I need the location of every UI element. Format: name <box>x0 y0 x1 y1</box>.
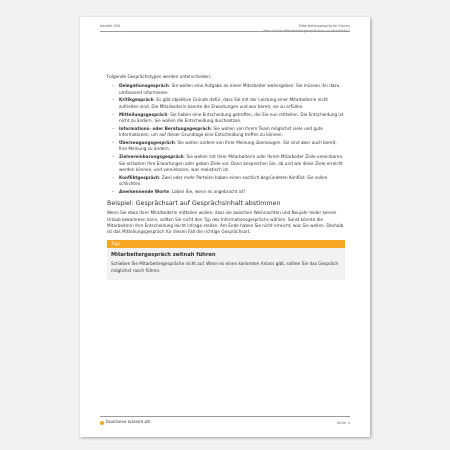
list-item-term: Mitteilungsgespräch <box>119 111 168 117</box>
page-header <box>100 24 350 42</box>
tip-box <box>107 240 345 280</box>
list-item-term: Informations- oder Beratungsgespräch <box>119 125 211 131</box>
header-titles <box>263 24 350 34</box>
header-title: Mitarbeitergespräche führen <box>298 24 350 28</box>
document-page <box>80 17 370 437</box>
header-subtitle: Was ist bei Mitarbeitergesprächen zu beachten? <box>263 29 350 33</box>
page-body <box>107 74 345 280</box>
brand-logo[interactable] <box>100 420 151 425</box>
list-item: – Überzeugungsgespräch: Sie wollen andere von Ihrer Meinung überzeugen. Sie sind aber auch bereit, Ihre Meinung zu ändern. <box>112 140 337 152</box>
list-item: – Zielvereinbarungsgespräch: Sie wollen mit Ihrer Mitarbeiterin oder Ihrem Mitarbeiter Ziele vereinbaren. Sie erläutern Ihre Erwartungen oder geben Ziele vor. Dann besprechen Sie, ob und wie diese Ziele erreicht werden können, und vereinbaren, was realistisch ist. <box>112 154 344 172</box>
list-item-text: : Sie wollen andere von Ihrer Meinung überzeugen. Sie sind aber auch bereit, Ihre Meinung zu ändern. <box>119 140 337 152</box>
list-item: – Mitteilungsgespräch: Sie haben eine Entscheidung getroffen, die Sie nun mitteilen. Die Entscheidung ist nicht zu ändern. Sie wollen die Entscheidung durchsetzen. <box>112 111 344 123</box>
header-divider <box>100 31 350 32</box>
tip-text: Schieben Sie Mitarbeitergespräche nicht auf. Wenn es einen konkreten Anlass gibt, sollten Sie das Gespräch möglichst rasch führen. <box>111 261 339 273</box>
list-item-term: Kritikgespräch <box>119 97 154 103</box>
list-item-text: : Zwei oder mehr Parteien haben einen sachlich begründeten Konflikt. Sie sollen schlichten. <box>119 174 328 187</box>
list-item: – Kritikgespräch: Es gibt objektive Gründe dafür, dass Sie mit der Leistung einer Mitarbeiterin nicht zufrieden sind. Die Mitarbeiterin kannte die Erwartungen und war bereit, sie zu erfüllen. <box>112 97 329 109</box>
example-paragraph: Wenn Sie etwa Ihrer Mitarbeiterin mitteilen wollen, dass sie zwischen Weihnachten und Neujahr leider keinen Urlaub bekommen kann, sollten Sie nicht den Typ des Informationsgesprächs wählen. Sonst könnte die Mitarbeiterin Ihre Entscheidung leicht infrage stellen. Am Ende haben Sie nicht erreicht, was Sie wollen. Deshalb ist das Mitteilungsgespräch für diesen Fall die richtige Gesprächsart. <box>107 210 344 235</box>
logo-dot-icon <box>100 421 104 425</box>
list-item: – Konfliktgespräch: Zwei oder mehr Parteien haben einen sachlich begründeten Konflikt. Sie sollen schlichten. <box>112 174 328 187</box>
list-item-text: : Es gibt objektive Gründe dafür, dass Sie mit der Leistung einer Mitarbeiterin nicht zufrieden sind. Die Mitarbeiterin kannte die Erwartungen und war bereit, sie zu erfüllen. <box>119 97 329 109</box>
list-item-text: : Sie haben eine Entscheidung getroffen, die Sie nun mitteilen. Die Entscheidung ist nicht zu ändern. Sie wollen die Entscheidung durchsetzen. <box>119 111 344 123</box>
logo-text: business-wissen.de <box>106 420 151 425</box>
list-item-text: : Sie wollen von Ihrem Team möglichst viele und gute Informationen, um auf dieser Grundlage eine Entscheidung treffen zu können. <box>119 125 323 138</box>
list-item-term: Zielvereinbarungsgespräch <box>119 154 184 160</box>
list-item: – Anerkennende Worte: Loben Sie, wenn es angebracht ist! <box>112 188 246 194</box>
tip-label: Tipp <box>107 240 345 248</box>
chapter-label: Kapitel 004 <box>100 24 121 28</box>
list-item-term: Überzeugungsgespräch <box>119 140 175 146</box>
list-item: – Informations- oder Beratungsgespräch: Sie wollen von Ihrem Team möglichst viele und gute Informationen, um auf dieser Grundlage eine Entscheidung treffen zu können. <box>112 125 323 138</box>
list-item-term: Delegationsgespräch <box>119 83 169 89</box>
intro-text: Folgende Gesprächstypen werden unterschieden: <box>107 74 212 79</box>
page-footer <box>100 420 350 428</box>
footer-divider <box>100 416 350 417</box>
list-item-text: : Sie wollen mit Ihrer Mitarbeiterin oder Ihrem Mitarbeiter Ziele vereinbaren. Sie erläutern Ihre Erwartungen oder geben Ziele vor. Dann besprechen Sie, ob und wie diese Ziele erreicht werden können, und vereinbaren, was realistisch ist. <box>119 154 344 172</box>
list-item-term: Anerkennende Worte <box>119 188 169 194</box>
list-item-term: Konfliktgespräch <box>119 174 160 180</box>
conversation-types-list <box>107 83 345 195</box>
page-number: Seite 4 <box>336 420 350 425</box>
list-item: – Delegationsgespräch: Sie wollen eine Aufgabe an einen Mitarbeiter weitergeben. Sie müssen ihn dazu umfassend informieren. <box>112 83 340 95</box>
list-item-text: : Sie wollen eine Aufgabe an einen Mitarbeiter weitergeben. Sie müssen ihn dazu umfassend informieren. <box>119 83 340 95</box>
example-heading: Beispiel: Gesprächsart auf Gesprächsinhalt abstimmen <box>107 200 281 208</box>
list-item-text: : Loben Sie, wenn es angebracht ist! <box>168 188 246 194</box>
tip-title: Mitarbeitergespräch zeitnah führen <box>111 252 216 259</box>
